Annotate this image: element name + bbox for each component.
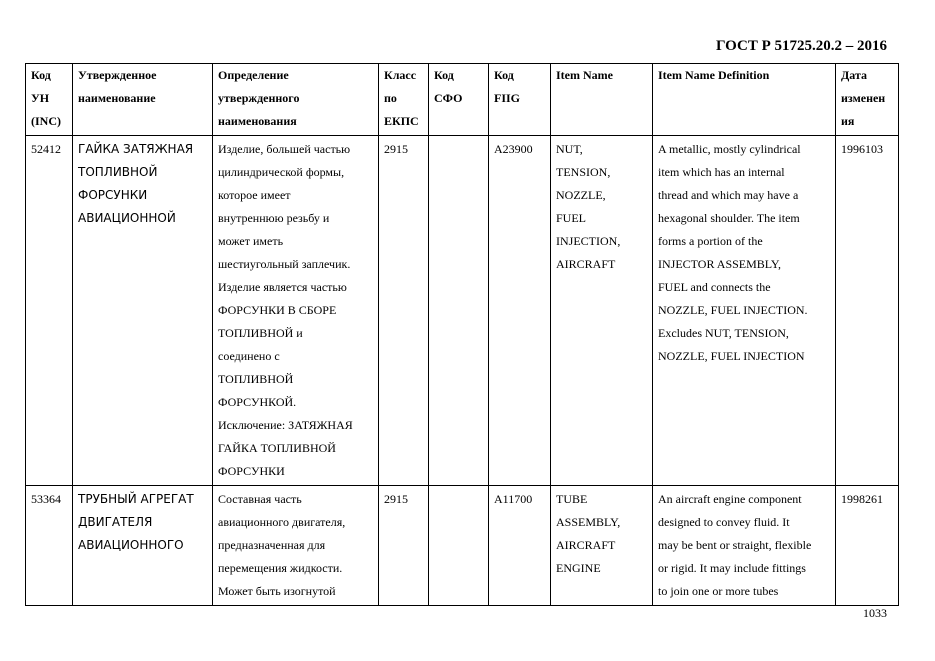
header-sfo: Код СФО <box>429 64 489 136</box>
cell-approved-name: ТРУБНЫЙ АГРЕГАТ ДВИГАТЕЛЯ АВИАЦИОННОГО <box>73 486 213 606</box>
cell-inc: 53364 <box>26 486 73 606</box>
table-row <box>26 136 899 486</box>
table-row <box>26 486 899 606</box>
cell-definition: Составная часть авиационного двигателя, предназначенная для перемещения жидкости. Может быть изогнутой <box>213 486 379 606</box>
cell-definition: Изделие, большей частью цилиндрической формы, которое имеет внутреннюю резьбу и может иметь шестиугольный заплечик. Изделие является частью ФОРСУНКИ В СБОРЕ ТОПЛИВНОЙ и соединено с ТОПЛИВНОЙ ФОРСУНКОЙ. Исключение: ЗАТЯЖНАЯ ГАЙКА ТОПЛИВНОЙ ФОРСУНКИ <box>213 136 379 486</box>
page-number: 1033 <box>863 606 887 620</box>
cell-item-name: TUBE ASSEMBLY, AIRCRAFT ENGINE <box>551 486 653 606</box>
header-ekps: Класс по ЕКПС <box>379 64 429 136</box>
cell-item-name: NUT, TENSION, NOZZLE, FUEL INJECTION, AIRCRAFT <box>551 136 653 486</box>
cell-approved-name: ГАЙКА ЗАТЯЖНАЯ ТОПЛИВНОЙ ФОРСУНКИ АВИАЦИОННОЙ <box>73 136 213 486</box>
cell-sfo <box>429 136 489 486</box>
header-inc: Код УН (INC) <box>26 64 73 136</box>
cell-item-definition: An aircraft engine component designed to convey fluid. It may be bent or straight, flexible or rigid. It may include fittings to join one or more tubes <box>653 486 836 606</box>
cell-date: 1996103 <box>836 136 899 486</box>
table-header-row <box>26 64 899 136</box>
header-definition: Определение утвержденного наименования <box>213 64 379 136</box>
cell-fiig: A11700 <box>489 486 551 606</box>
cell-sfo <box>429 486 489 606</box>
header-approved-name: Утвержденное наименование <box>73 64 213 136</box>
cell-ekps: 2915 <box>379 486 429 606</box>
header-date: Дата изменен ия <box>836 64 899 136</box>
header-fiig: Код FIIG <box>489 64 551 136</box>
cell-date: 1998261 <box>836 486 899 606</box>
header-item-name: Item Name <box>551 64 653 136</box>
cell-item-definition: A metallic, mostly cylindrical item which has an internal thread and which may have a hexagonal shoulder. The item forms a portion of the INJECTOR ASSEMBLY, FUEL and connects the NOZZLE, FUEL INJECTION. Excludes NUT, TENSION, NOZZLE, FUEL INJECTION <box>653 136 836 486</box>
catalog-table <box>25 63 899 606</box>
standard-header: ГОСТ Р 51725.20.2 – 2016 <box>715 38 887 54</box>
header-item-definition: Item Name Definition <box>653 64 836 136</box>
cell-ekps: 2915 <box>379 136 429 486</box>
cell-inc: 52412 <box>26 136 73 486</box>
cell-fiig: A23900 <box>489 136 551 486</box>
